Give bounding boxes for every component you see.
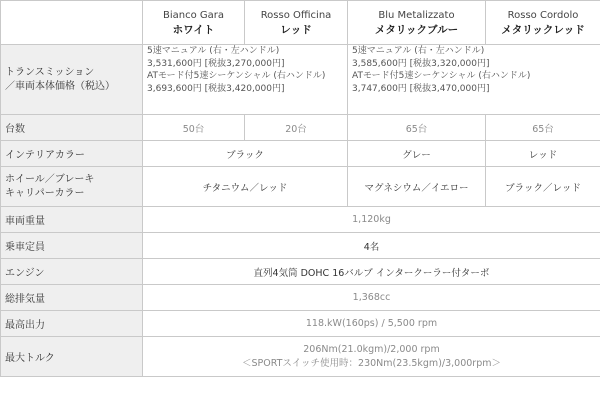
color-name-jp: メタリックレッド	[501, 23, 585, 36]
capacity-row-label: 乗車定員	[1, 233, 143, 259]
engine-row-label: エンジン	[1, 259, 143, 285]
header-color-rosso-cordolo	[486, 1, 600, 45]
color-name-jp: メタリックブルー	[374, 23, 459, 36]
weight-row-label: 車両重量	[1, 207, 143, 233]
price-line: 3,693,600円 [税抜3,420,000円]	[147, 83, 285, 94]
color-name-jp: ホワイト	[172, 23, 215, 36]
color-name-jp: レッド	[280, 23, 312, 36]
units-value: 50台	[143, 115, 245, 141]
interior-row-label: インテリアカラー	[1, 141, 143, 167]
units-row	[1, 115, 600, 141]
units-row-label: 台数	[1, 115, 143, 141]
weight-value: 1,120kg	[143, 207, 600, 233]
units-value: 65台	[348, 115, 486, 141]
header-empty-cell	[1, 1, 143, 45]
header-color-rosso-officina	[245, 1, 348, 45]
capacity-row	[1, 233, 600, 259]
capacity-value: 4名	[143, 233, 600, 259]
engine-row	[1, 259, 600, 285]
wheel-value-magnesium: マグネシウム／イエロー	[348, 167, 486, 207]
wheel-value-black: ブラック／レッド	[486, 167, 600, 207]
displacement-row	[1, 285, 600, 311]
units-value: 20台	[245, 115, 348, 141]
interior-row	[1, 141, 600, 167]
color-name-en: Bianco Gara	[162, 9, 224, 21]
price-line: 3,585,600円 [税抜3,320,000円]	[352, 58, 490, 69]
wheel-value-titanium: チタニウム／レッド	[143, 167, 348, 207]
wheel-row-label	[1, 167, 143, 207]
power-row-label: 最高出力	[1, 311, 143, 337]
weight-row	[1, 207, 600, 233]
color-name-en: Rosso Officina	[260, 9, 332, 21]
price-row	[1, 45, 600, 115]
torque-row	[1, 337, 600, 377]
power-row	[1, 311, 600, 337]
interior-value-gray: グレー	[348, 141, 486, 167]
engine-value: 直列4気筒 DOHC 16バルブ インタークーラー付ターボ	[143, 259, 600, 285]
displacement-value: 1,368cc	[143, 285, 600, 311]
header-color-blu	[348, 1, 486, 45]
torque-row-label: 最大トルク	[1, 337, 143, 377]
price-row-label	[1, 45, 143, 115]
price-line: ATモード付5速シーケンシャル (右ハンドル)	[352, 71, 531, 81]
header-color-bianco	[143, 1, 245, 45]
torque-value	[143, 337, 600, 377]
color-name-en: Blu Metalizzato	[378, 9, 455, 21]
price-cell-right	[348, 45, 600, 115]
price-line: 3,747,600円 [税抜3,470,000円]	[352, 83, 490, 94]
displacement-row-label: 総排気量	[1, 285, 143, 311]
price-line: 3,531,600円 [税抜3,270,000円]	[147, 58, 285, 69]
price-line: 5速マニュアル (右・左ハンドル)	[147, 46, 280, 56]
torque-line: 206Nm(21.0kgm)/2,000 rpm	[303, 343, 440, 355]
price-cell-left	[143, 45, 348, 115]
label-line: キャリパーカラー	[5, 187, 85, 199]
interior-value-red: レッド	[486, 141, 600, 167]
price-line: 5速マニュアル (右・左ハンドル)	[352, 46, 485, 56]
color-name-en: Rosso Cordolo	[507, 9, 579, 21]
interior-value-black: ブラック	[143, 141, 348, 167]
wheel-row	[1, 167, 600, 207]
label-line: ／車両本体価格（税込）	[5, 80, 115, 92]
header-row	[1, 1, 600, 45]
power-value: 118.kW(160ps) / 5,500 rpm	[143, 311, 600, 337]
torque-line: ＜SPORTスイッチ使用時：230Nm(23.5kgm)/3,000rpm＞	[241, 357, 501, 369]
units-value: 65台	[486, 115, 600, 141]
label-line: ホイール／ブレーキ	[5, 173, 95, 185]
label-line: トランスミッション	[5, 66, 95, 78]
price-line: ATモード付5速シーケンシャル (右ハンドル)	[147, 71, 326, 81]
